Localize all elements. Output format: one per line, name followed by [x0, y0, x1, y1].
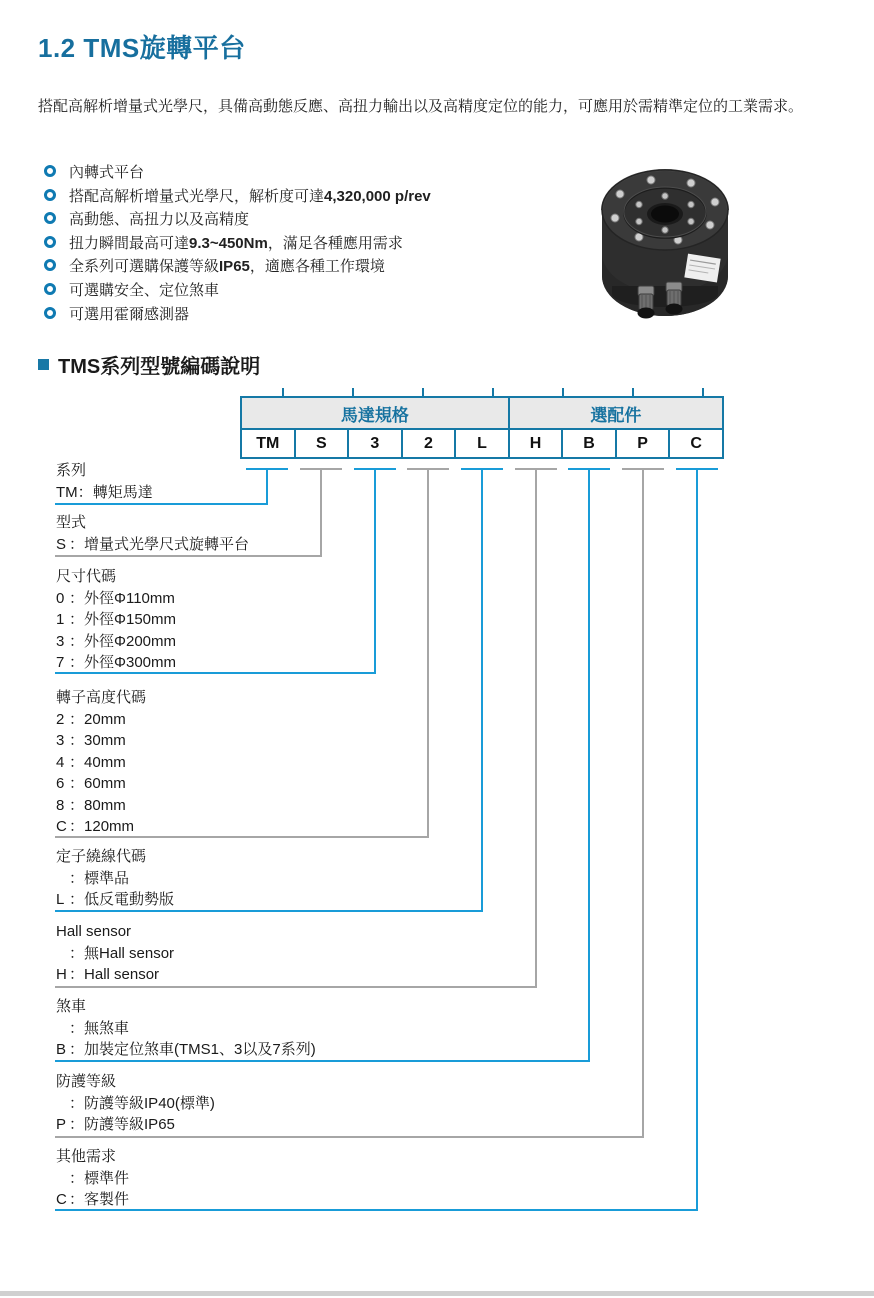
code-label: 增量式光學尺式旋轉平台 [84, 535, 250, 553]
connector-line [588, 468, 590, 1062]
footer-bar [0, 1291, 874, 1296]
code-value: H [56, 966, 67, 983]
code-value: S [56, 535, 67, 553]
code-item [56, 1039, 316, 1061]
circle-bullet-icon [44, 307, 56, 319]
code-value: 8 [56, 796, 65, 814]
code-value: C [56, 1191, 67, 1208]
code-item [56, 1189, 129, 1211]
code-item [56, 964, 174, 986]
code-label: 防護等級IP65 [84, 1116, 175, 1133]
code-value: 3 [56, 632, 65, 650]
feature-text: 可選用霍爾感測器 [69, 305, 190, 323]
code-item [56, 889, 174, 911]
code-label: 標準件 [84, 1169, 130, 1187]
code-block [56, 1146, 129, 1211]
code-label: 防護等級IP40(標準) [84, 1094, 215, 1112]
block-title: 其他需求 [56, 1148, 117, 1165]
code-cell: 2 [402, 429, 456, 458]
feature-text: 內轉式平台 [69, 164, 145, 181]
code-label: 120mm [84, 818, 135, 835]
code-item [56, 1018, 316, 1040]
table-top-tick [632, 388, 634, 397]
intro-text: 搭配高解析增量式光學尺，具備高動態反應、高扭力輸出以及高精度定位的能力，可應用於需精準定位的工業需求。 [38, 98, 804, 115]
code-label: 無煞車 [84, 1019, 130, 1037]
code-label: 無Hall sensor [84, 944, 175, 962]
code-cell: L [455, 429, 509, 458]
block-title: 防護等級 [56, 1073, 117, 1090]
code-item [56, 482, 153, 504]
code-value: P [56, 1116, 67, 1133]
connector-line [320, 468, 322, 557]
colon-separator: ： [69, 1169, 85, 1187]
block-title: 煞車 [56, 998, 87, 1015]
connector-line [55, 1209, 698, 1211]
colon-separator: ： [69, 891, 85, 908]
code-cell: S [295, 429, 349, 458]
colon-separator: ： [69, 966, 85, 983]
code-cell: P [616, 429, 670, 458]
code-label: 標準品 [84, 869, 130, 887]
section-heading [38, 350, 260, 379]
code-label: 轉矩馬達 [92, 483, 153, 501]
code-label: 80mm [84, 796, 126, 814]
feature-item [44, 208, 431, 232]
code-label: 外徑Φ200mm [84, 632, 177, 650]
circle-bullet-icon [44, 189, 56, 201]
table-top-tick [492, 388, 494, 397]
circle-bullet-icon [44, 283, 56, 295]
colon-separator: ： [69, 1019, 85, 1037]
feature-text: 搭配高解析增量式光學尺，解析度可達4,320,000 p/rev [69, 187, 431, 205]
code-item [56, 652, 176, 674]
connector-line [55, 1136, 644, 1138]
code-label: 外徑Φ150mm [84, 611, 177, 628]
code-value: 6 [56, 775, 65, 792]
block-title: 尺寸代碼 [56, 568, 117, 585]
colon-separator: ： [69, 632, 85, 650]
block-title: 定子繞線代碼 [56, 848, 147, 865]
code-block [56, 846, 174, 911]
colon-separator: ： [69, 1041, 85, 1058]
code-cell: B [562, 429, 616, 458]
code-item [56, 1114, 215, 1136]
code-label: 低反電動勢版 [84, 891, 175, 908]
code-value: C [56, 818, 67, 835]
colon-separator: ： [69, 818, 85, 835]
colon-separator: ： [69, 589, 85, 607]
code-cell: TM [241, 429, 295, 458]
code-item [56, 709, 146, 731]
colon-separator: ： [69, 611, 85, 628]
connector-line [481, 468, 483, 912]
code-block [56, 1071, 215, 1136]
circle-bullet-icon [44, 165, 56, 177]
colon-separator: ： [69, 775, 85, 792]
code-cell: H [509, 429, 563, 458]
section-heading-text: TMS系列型號編碼說明 [58, 356, 261, 378]
colon-separator: ： [69, 1094, 85, 1112]
code-value: 4 [56, 753, 65, 771]
feature-item [44, 279, 431, 303]
colon-separator: ： [69, 944, 85, 962]
colon-separator: ： [69, 1191, 85, 1208]
code-label: 40mm [84, 753, 126, 771]
connector-line [642, 468, 644, 1138]
colon-separator: ： [69, 654, 85, 671]
code-label: 30mm [84, 732, 126, 749]
code-block [56, 996, 316, 1061]
code-value: TM [56, 483, 78, 501]
table-top-tick [702, 388, 704, 397]
colon-separator: ： [77, 483, 93, 501]
colon-separator: ： [69, 753, 85, 771]
feature-text: 全系列可選購保護等級IP65，適應各種工作環境 [69, 258, 385, 276]
table-group-options: 選配件 [509, 397, 723, 429]
table-top-tick [282, 388, 284, 397]
connector-line [535, 468, 537, 988]
code-block [56, 512, 249, 555]
connector-line [266, 468, 268, 505]
feature-item [44, 255, 431, 279]
block-title: 型式 [56, 514, 87, 531]
connector-line [55, 503, 268, 505]
colon-separator: ： [69, 732, 85, 749]
code-item [56, 943, 174, 965]
code-value: 1 [56, 611, 65, 628]
product-figure [582, 158, 747, 331]
colon-separator: ： [69, 869, 85, 887]
circle-bullet-icon [44, 259, 56, 271]
feature-text: 扭力瞬間最高可達9.3~450Nm，滿足各種應用需求 [69, 234, 403, 252]
circle-bullet-icon [44, 212, 56, 224]
code-item [56, 588, 176, 610]
connector-line [696, 468, 698, 1211]
rotary-motor-image [582, 158, 747, 326]
feature-text: 高動態、高扭力以及高精度 [69, 211, 250, 229]
code-label: 外徑Φ110mm [84, 589, 175, 607]
table-group-motor-spec: 馬達規格 [241, 397, 509, 429]
code-item [56, 730, 146, 752]
code-item [56, 752, 146, 774]
circle-bullet-icon [44, 236, 56, 248]
code-item [56, 816, 146, 838]
connector-line [427, 468, 429, 838]
code-value: 0 [56, 589, 65, 607]
code-block [56, 566, 176, 674]
code-value: 3 [56, 732, 65, 749]
code-value: L [56, 891, 65, 908]
colon-separator: ： [69, 535, 85, 553]
code-item [56, 609, 176, 631]
feature-list [44, 161, 431, 326]
code-block [56, 921, 174, 986]
feature-text: 可選購安全、定位煞車 [69, 281, 220, 299]
code-label: Hall sensor [84, 966, 160, 983]
code-value: 7 [56, 654, 65, 671]
code-value: B [56, 1041, 67, 1058]
code-cell: C [669, 429, 723, 458]
code-cell: 3 [348, 429, 402, 458]
feature-item [44, 161, 431, 185]
code-block [56, 687, 146, 838]
table-top-tick [352, 388, 354, 397]
connector-line [55, 555, 322, 557]
colon-separator: ： [69, 710, 85, 728]
code-item [56, 868, 174, 890]
block-title: 系列 [56, 462, 87, 479]
code-label: 20mm [84, 710, 126, 728]
colon-separator: ： [69, 1116, 85, 1133]
code-item [56, 795, 146, 817]
code-item [56, 1093, 215, 1115]
table-top-tick [422, 388, 424, 397]
model-code-table [240, 396, 724, 459]
code-value: 2 [56, 710, 65, 728]
table-top-tick [562, 388, 564, 397]
code-label: 外徑Φ300mm [84, 654, 177, 671]
feature-item [44, 303, 431, 327]
feature-item [44, 232, 431, 256]
connector-line [55, 986, 537, 988]
feature-item [44, 185, 431, 209]
code-item [56, 631, 176, 653]
page-title: 1.2 TMS旋轉平台 [38, 33, 246, 63]
connector-line [374, 468, 376, 674]
code-label: 60mm [84, 775, 126, 792]
code-item [56, 534, 249, 556]
code-item [56, 1168, 129, 1190]
square-bullet-icon [38, 359, 49, 370]
block-title: 轉子高度代碼 [56, 689, 147, 706]
code-block [56, 460, 153, 503]
code-label: 客製件 [84, 1191, 130, 1208]
code-item [56, 773, 146, 795]
code-label: 加裝定位煞車(TMS1、3以及7系列) [84, 1041, 316, 1058]
block-title: Hall sensor [56, 923, 132, 940]
colon-separator: ： [69, 796, 85, 814]
